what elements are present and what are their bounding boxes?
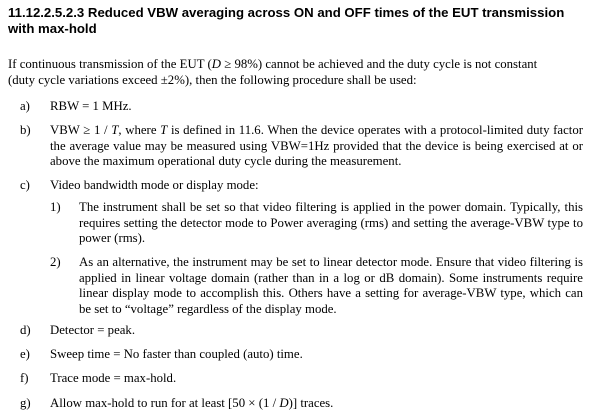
list-text: Video bandwidth mode or display mode: (50, 178, 259, 192)
sub-marker: 1) (50, 200, 61, 214)
heading-line-1: 11.12.2.5.2.3 Reduced VBW averaging across ON and OFF times of the EUT transmission (8, 5, 565, 20)
intro-text-2: ≥ 98%) cannot be achieved and the duty cycle is not constant (221, 57, 538, 71)
traces-text-1: Allow max-hold to run for at least [50 × (1 / (50, 396, 280, 410)
var-t-2: T (160, 123, 168, 137)
list-text: RBW = 1 MHz. (50, 99, 132, 113)
list-text (50, 123, 583, 170)
traces-text-2: )] traces. (288, 396, 334, 410)
sub-marker: 2) (50, 255, 61, 269)
list-marker: d) (20, 323, 31, 337)
list-marker: b) (20, 123, 31, 137)
var-t: T (111, 123, 119, 137)
list-text (50, 396, 583, 412)
sub-text: The instrument shall be set so that video filtering is applied in the power domain. Typically, this requires setting the detector mode to Power averaging (rms) and setting the average-VBW type to power (rms). (79, 200, 583, 245)
vbw-text-2: , where (118, 123, 161, 137)
intro-paragraph (8, 57, 586, 88)
list-marker: c) (20, 178, 30, 192)
var-d: D (279, 396, 289, 410)
intro-line-1 (8, 57, 586, 73)
list-marker: f) (20, 371, 29, 385)
list-text: Trace mode = max-hold. (50, 371, 177, 385)
list-text: Detector = peak. (50, 323, 136, 337)
section-heading (8, 5, 588, 37)
vbw-text-1: VBW ≥ 1 / (50, 123, 112, 137)
list-marker: a) (20, 99, 30, 113)
intro-line-2: (duty cycle variations exceed ±2%), then the following procedure shall be used: (8, 72, 417, 87)
vbw-text-3: is defined in 11.6. When the device operates with a protocol-limited duty factor the average value may be measured using VBW=1Hz provided that the device is being exercised at or above the maximum operational duty cycle during the measurement. (50, 123, 583, 168)
intro-var-d: D (211, 57, 222, 71)
list-text: Sweep time = No faster than coupled (auto) time. (50, 347, 303, 361)
heading-line-2: with max-hold (8, 21, 97, 36)
intro-text-1: If continuous transmission of the EUT ( (8, 57, 212, 71)
list-marker: e) (20, 347, 30, 361)
list-marker: g) (20, 396, 31, 410)
sub-text: As an alternative, the instrument may be set to linear detector mode. Ensure that video filtering is applied in linear voltage domain (rather than in a log or dB domain). Some instruments require linear display mode to accomplish this. Others have a setting for average-VBW type, which can be set to “voltage” regardless of the display mode. (79, 255, 583, 316)
